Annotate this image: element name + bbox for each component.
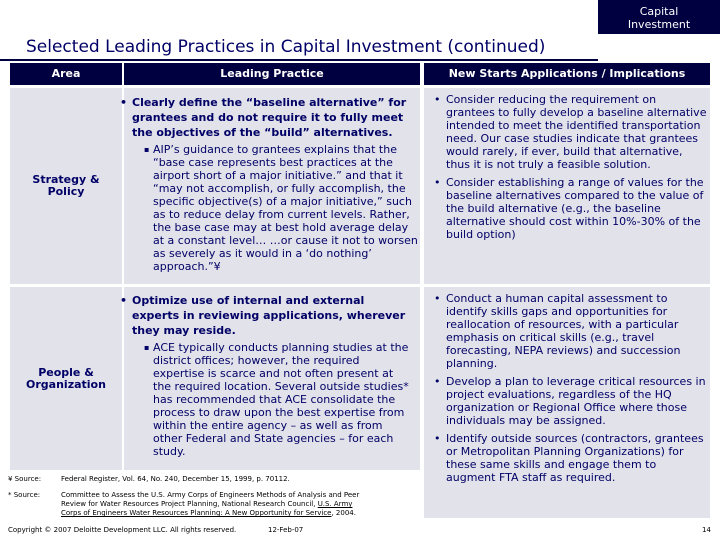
footer-copyright: Copyright © 2007 Deloitte Development LLC. All rights reserved. xyxy=(8,526,237,534)
page-title: Selected Leading Practices in Capital Investment (continued) xyxy=(26,37,546,57)
area-label-line-2: Organization xyxy=(26,377,106,391)
badge-line-1: Capital xyxy=(639,5,679,18)
area-label-line-2: Policy xyxy=(47,185,85,198)
footer-date: 12-Feb-07 xyxy=(268,526,304,534)
area-cell-people xyxy=(10,287,122,470)
footnote-star-label: * Source: xyxy=(8,491,41,499)
practice-sub-strategy xyxy=(144,143,422,278)
page-number: 14 xyxy=(702,526,711,534)
practice-sub-text: ▪ ACE typically conducts planning studies at the district offices; however, the required expertise is scarce and not often present at the required location. Several outside studies* has recommended that ACE consolidate the process to draw upon the best expertise from within the entire agency – as well as from other Federal and State agencies – for each study. xyxy=(144,341,414,458)
header-leading-practice: Leading Practice xyxy=(124,63,420,85)
practice-sub-text: ▪ AIP’s guidance to grantees explains that the “base case represents best practices at the airport short of a major initiative.” and that it “may not accomplish, or fully accomplish, the specific objective(s) of a major initiative,” such as to reduce delay from current levels. Rather, the base case may at best hold average delay at a constant level… …or cause it not to worsen as severely as it would in a ‘do nothing’ approach.”¥ xyxy=(144,143,422,273)
practice-main-strategy xyxy=(118,95,424,145)
practice-main-people xyxy=(118,293,414,343)
header-new-starts: New Starts Applications / Implications xyxy=(424,63,710,85)
header-area: Area xyxy=(10,63,122,85)
footnote-star-citation-1: U.S. Army xyxy=(317,500,353,508)
implication-item: • Conduct a human capital assessment to identify skills gaps and opportunities for reallocation of resources, with a particular emphasis on critical skills (e.g., travel forecasting, NEPA reviews) and succession planning. xyxy=(432,292,708,370)
footnote-star-line-3: , 2004. xyxy=(331,509,356,517)
implication-item: • Identify outside sources (contractors, grantees or Metropolitan Planning Organizations) for these same skills and engage them to augment FTA staff as required. xyxy=(432,432,708,484)
footnote-star-citation-2: Corps of Engineers Water Resources Planning: A New Opportunity for Service xyxy=(61,509,332,517)
section-badge xyxy=(598,0,720,34)
area-label-line-1: Strategy & xyxy=(32,173,100,186)
practice-main-text: • Optimize use of internal and external experts in reviewing applications, wherever they may reside. xyxy=(118,293,414,338)
footnote-star-line-1: Committee to Assess the U.S. Army Corps of Engineers Methods of Analysis and Peer xyxy=(61,491,360,499)
footnote-yen-text: Federal Register, Vol. 64, No. 240, December 15, 1999, p. 70112. xyxy=(61,475,290,483)
footnote-star-line-2: Review for Water Resources Project Planning, National Research Council, xyxy=(61,500,318,508)
area-cell-strategy xyxy=(10,88,122,284)
implications-list-strategy xyxy=(432,93,708,246)
title-divider xyxy=(0,59,598,61)
implication-item: • Consider establishing a range of values for the baseline alternatives compared to the value of the build alternative (e.g., the baseline alternative should cost within 10%-30% of the build option) xyxy=(432,176,708,241)
implication-item: • Develop a plan to leverage critical resources in project evaluations, regardless of the HQ organization or Regional Office where those individuals may be assigned. xyxy=(432,375,708,427)
practice-sub-people xyxy=(144,341,414,463)
badge-line-2: Investment xyxy=(627,18,691,31)
implication-item: • Consider reducing the requirement on grantees to fully develop a baseline alternative intended to meet the identified transportation need. Our case studies indicate that grantees would rarely, if ever, build that alternative, thus it is not truly a feasible solution. xyxy=(432,93,708,171)
practice-main-text: • Clearly define the “baseline alternative” for grantees and do not require it to fully meet the objectives of the “build” alternatives. xyxy=(118,95,424,140)
footnote-star xyxy=(8,491,359,518)
footnote-yen xyxy=(8,475,290,484)
implications-list-people xyxy=(432,292,708,489)
area-label-line-1: People & xyxy=(38,365,94,379)
footnote-yen-label: ¥ Source: xyxy=(8,475,42,483)
